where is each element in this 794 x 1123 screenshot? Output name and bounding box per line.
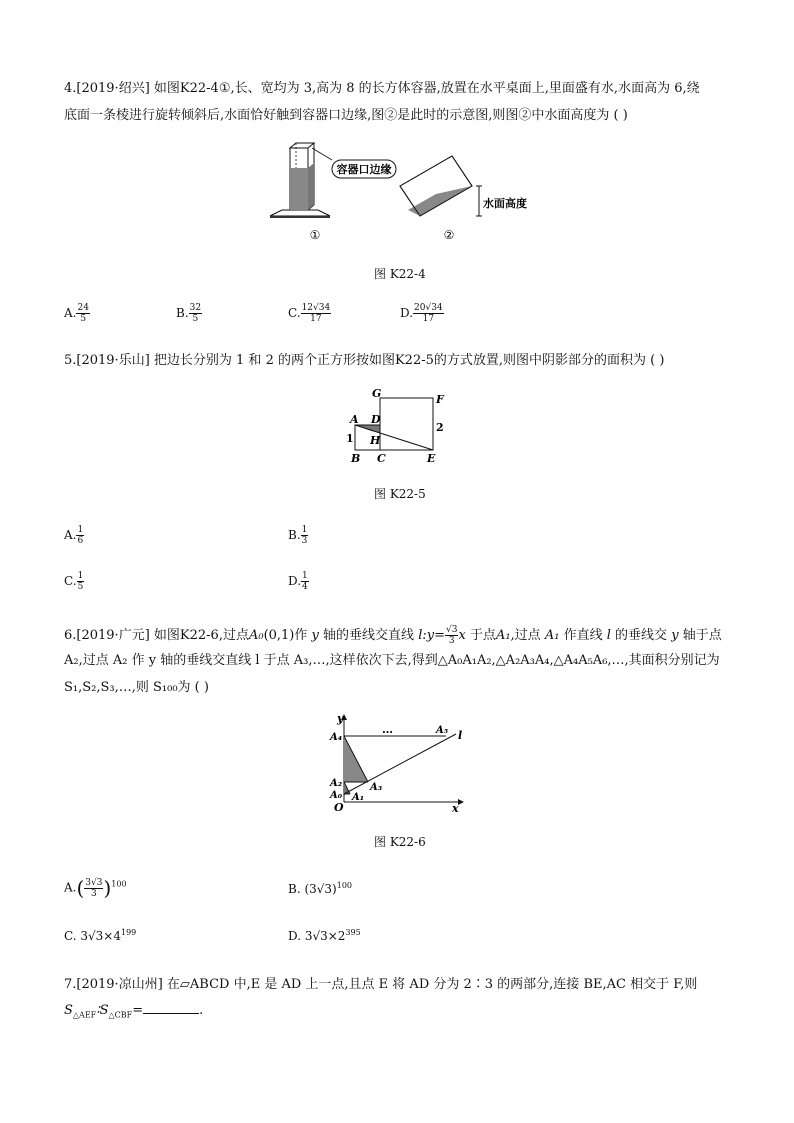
q4-option-b[interactable]: B. $\frac{32}{5}$ [176,303,202,324]
svg-text:A₀: A₀ [330,790,343,801]
q4-text-line1: 4.[2019·绍兴] 如图K22-4①,长、宽均为 3,高为 8 的长方体容器,放置在水平桌面上,里面盛有水,水面高为 6,绕 [64,81,700,96]
caption-k22-5: 图 K22-5 [374,487,426,501]
svg-text:A₂: A₂ [330,778,343,789]
q6-option-c[interactable]: C. $3√3\times 4^{199}$ [64,928,137,943]
svg-text:C: C [377,452,386,465]
q7-text-line1: 7.[2019·凉山州] 在▱ABCD 中,E 是 AD 上一点,且点 E 将 AD 分为 2∶3 的两部分,连接 BE,AC 相交于 F,则 [64,977,698,992]
svg-text:y: y [337,712,344,725]
svg-text:D: D [371,413,381,426]
q4-text-line2: 底面一条棱进行旋转倾斜后,水面恰好触到容器口边缘,图②是此时的示意图,则图②中水面高度为 ( ) [64,108,628,123]
q4-option-c[interactable]: C. $\frac{12√34}{17}$ [288,303,331,324]
svg-text:A: A [350,413,359,426]
svg-text:A₃: A₃ [370,782,383,793]
q5-text-line1: 5.[2019·乐山] 把边长分别为 1 和 2 的两个正方形按如图K22-5的方式放置,则图中阴影部分的面积为 ( ) [64,353,665,368]
q6-option-b[interactable]: B. $(3√3)^{100}$ [288,881,353,896]
q6-text-line1: 6.[2019·广元] 如图K22-6,过点A₀(0,1)作 y 轴的垂线交直线 l:y= $\frac{√3}{3}$ x 于点A₁,过点 A₁ 作直线 l 的垂线交 y 轴于点 [64,625,722,646]
q6-option-d[interactable]: D. $3√3\times 2^{395}$ [288,928,361,943]
svg-text:F: F [436,393,444,406]
svg-text:B: B [351,452,361,465]
q6-text-line2: A₂,过点 A₂ 作 y 轴的垂线交直线 l 于点 A₃,…,这样依次下去,得到△A₀A₁A₂,△A₂A₃A₄,△A₄A₅A₆,…,其面积分别记为 [64,653,720,668]
caption-k22-4: 图 K22-4 [374,267,426,281]
svg-text:G: G [372,387,382,400]
answer-blank[interactable] [143,1001,199,1014]
q6-text-line3: S₁,S₂,S₃,…,则 S₁₀₀为 ( ) [64,680,209,695]
q5-option-a[interactable]: A. $\frac{1}{6}$ [64,525,84,546]
q5-option-d[interactable]: D. $\frac{1}{4}$ [288,571,308,592]
q5-option-c[interactable]: C. $\frac{1}{5}$ [64,571,84,592]
svg-text:x: x [452,802,459,812]
svg-text:A₁: A₁ [352,792,365,803]
container-top [290,143,314,148]
callout-label: 容器口边缘 [336,163,392,176]
svg-text:O: O [334,801,344,812]
base-plate-edge [270,216,330,218]
svg-text:H: H [370,434,381,447]
svg-text:1: 1 [346,432,354,445]
figure-k22-5 [342,386,456,466]
figure-k22-6 [326,712,470,812]
q4-option-a[interactable]: A. $\frac{24}{5}$ [64,303,89,324]
svg-text:E: E [427,452,436,465]
water [290,168,308,210]
q4-option-d[interactable]: D. $\frac{20√34}{17}$ [400,303,443,324]
fig2-number: ② [443,228,455,242]
svg-text:A₅: A₅ [436,725,449,736]
fig1-number: ① [309,228,321,242]
figure-k22-4 [262,138,542,246]
svg-text:…: … [382,723,393,736]
water-height-label: 水面高度 [483,197,527,210]
svg-text:A₄: A₄ [330,732,343,743]
caption-k22-6: 图 K22-6 [374,835,426,849]
svg-text:l: l [458,729,463,742]
q5-option-b[interactable]: B. $\frac{1}{3}$ [288,525,308,546]
q7-text-line2: $S_{\triangle AEF}∶S_{\triangle CBF}=$ . [64,1003,204,1020]
q6-option-a[interactable]: A.( $\frac{3√3}{3}$ )$^{100}$ [64,876,127,900]
svg-text:2: 2 [436,421,444,434]
large-square [380,398,433,450]
base-plate [270,210,330,216]
